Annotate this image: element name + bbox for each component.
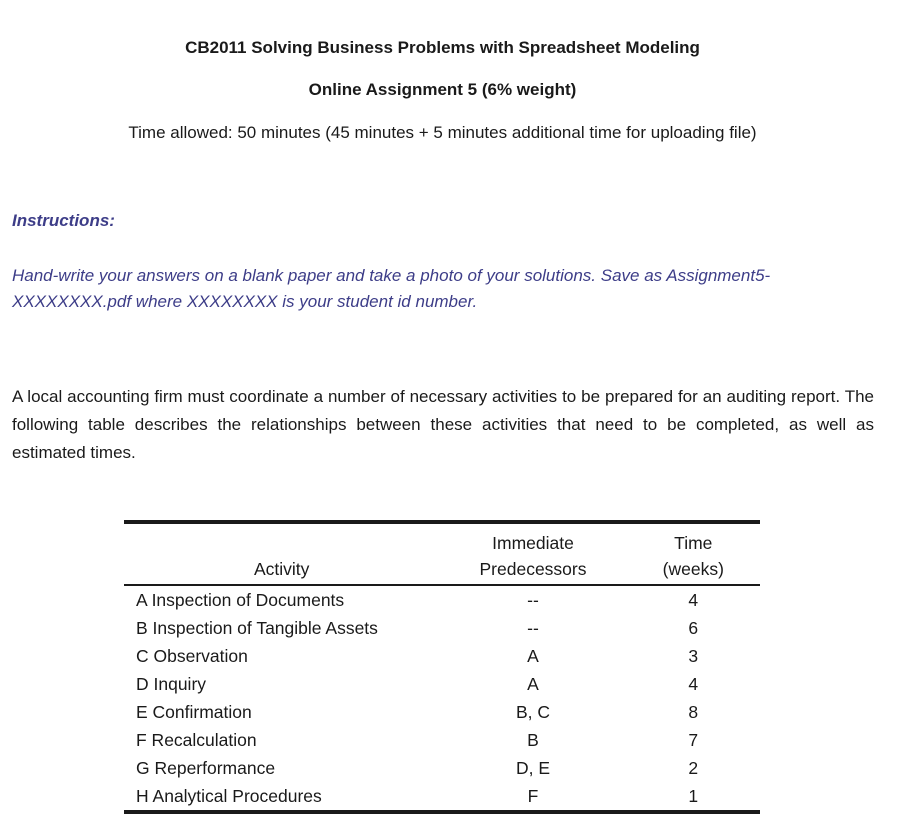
table-row (124, 726, 760, 754)
instructions-body: Hand-write your answers on a blank paper and take a photo of your solutions. Save as Assignment5-XXXXXXXX.pdf where XXXXXXXX is your student id number. (12, 266, 771, 311)
predecessors-cell: A (527, 674, 539, 694)
time-cell: 1 (688, 786, 699, 806)
activity-cell: H Analytical Procedures (136, 786, 322, 806)
time-cell: 3 (688, 646, 699, 666)
header-time-line2: (weeks) (662, 559, 724, 579)
header-time (627, 522, 760, 585)
activity-cell: F Recalculation (136, 730, 257, 750)
predecessors-cell: F (527, 786, 539, 806)
table-row (124, 642, 760, 670)
table-row (124, 670, 760, 698)
table-header-row (124, 522, 760, 585)
predecessors-cell: -- (527, 590, 539, 610)
instructions-heading: Instructions: (12, 211, 115, 230)
header-activity: Activity (254, 559, 310, 579)
header-time-line1: Time (674, 533, 713, 553)
table-row (124, 754, 760, 782)
header-predecessors-line2: Predecessors (479, 559, 587, 579)
activity-table-body (124, 585, 760, 812)
table-row (124, 585, 760, 614)
predecessors-cell: D, E (515, 758, 551, 778)
predecessors-cell: -- (527, 618, 539, 638)
activity-cell: G Reperformance (136, 758, 276, 778)
table-row (124, 698, 760, 726)
predecessors-cell: A (527, 646, 539, 666)
time-cell: 8 (688, 702, 699, 722)
table-row (124, 782, 760, 812)
assignment-title: Online Assignment 5 (6% weight) (308, 80, 577, 99)
course-title: CB2011 Solving Business Problems with Spreadsheet Modeling (185, 38, 700, 57)
problem-statement: A local accounting firm must coordinate a number of necessary activities to be prepared for an auditing report. The following table describes the relationships between these activities that need to be completed, as well as estimated times. (12, 387, 874, 462)
time-cell: 6 (688, 618, 699, 638)
header-predecessors-line1: Immediate (492, 533, 574, 553)
activity-table-header (124, 522, 760, 585)
header-predecessors (439, 522, 626, 585)
activity-cell: C Observation (136, 646, 248, 666)
predecessors-cell: B, C (515, 702, 551, 722)
predecessors-cell: B (527, 730, 539, 750)
activity-cell: B Inspection of Tangible Assets (136, 618, 378, 638)
time-cell: 2 (688, 758, 699, 778)
time-cell: 4 (688, 590, 699, 610)
activity-cell: A Inspection of Documents (136, 590, 345, 610)
table-row (124, 614, 760, 642)
activity-table (124, 520, 760, 814)
time-cell: 7 (688, 730, 699, 750)
activity-cell: D Inquiry (136, 674, 207, 694)
activity-cell: E Confirmation (136, 702, 252, 722)
time-cell: 4 (688, 674, 699, 694)
time-allowed-note: Time allowed: 50 minutes (45 minutes + 5 minutes additional time for uploading file) (128, 123, 757, 142)
